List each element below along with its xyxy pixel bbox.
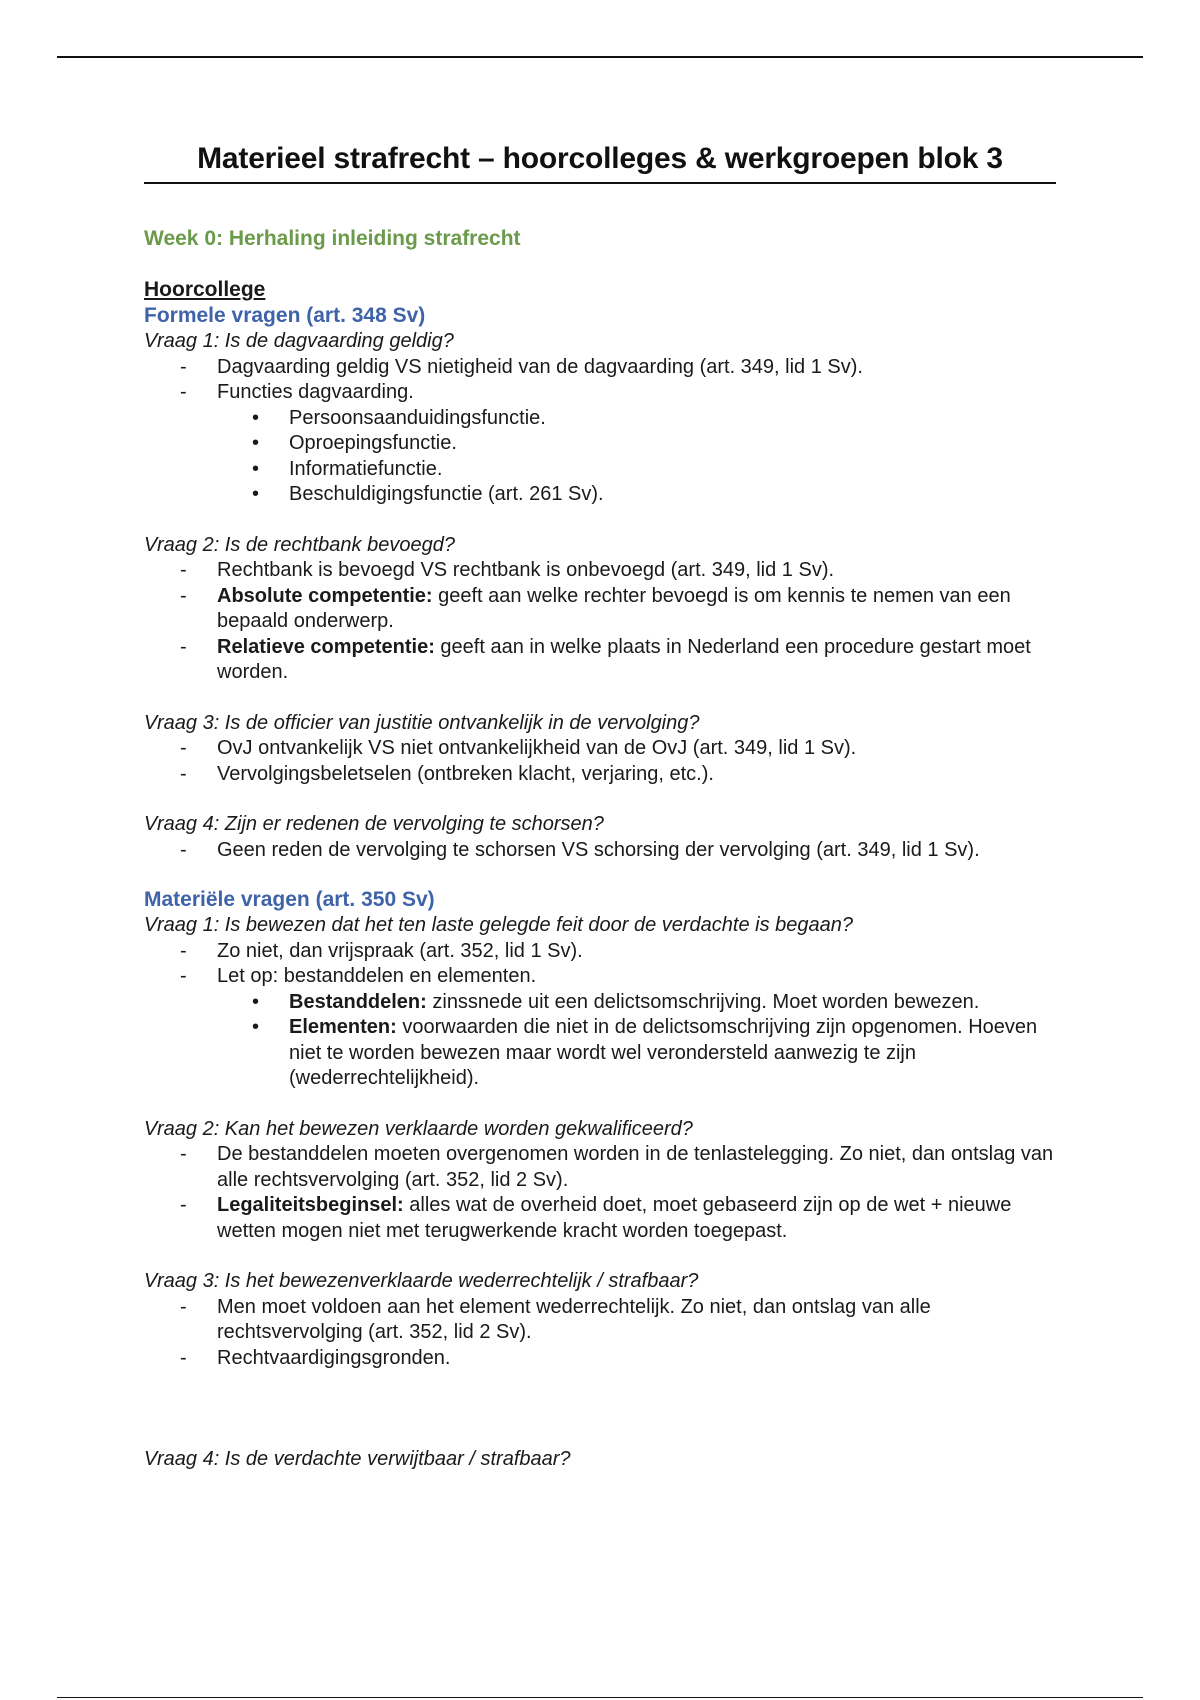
term-text: geeft aan welke rechter bevoegd is om kennis te nemen van een bepaald onderwerp. [217, 584, 1011, 632]
list-item: - Men moet voldoen aan het element wederrechtelijk. Zo niet, dan ontslag van alle rechtsvervolging (art. 352, lid 2 Sv). [217, 1295, 1056, 1346]
list-item [217, 1193, 1056, 1244]
list-item: - Vervolgingsbeletselen (ontbreken klacht, verjaring, etc.). [217, 762, 1056, 788]
page-top-rule [57, 56, 1143, 58]
term-label: Relatieve competentie: [217, 635, 435, 658]
material-q1-list [144, 939, 1056, 1092]
material-question-4: Vraag 4: Is de verdachte verwijtbaar / strafbaar? [144, 1448, 571, 1470]
list-item: - Geen reden de vervolging te schorsen VS schorsing der vervolging (art. 349, lid 1 Sv). [217, 838, 1056, 864]
term-text: geeft aan in welke plaats in Nederland een procedure gestart moet worden. [217, 635, 1031, 683]
summons-functions-list [217, 406, 1056, 508]
term-label: Elementen: [289, 1016, 397, 1038]
list-item: - Dagvaarding geldig VS nietigheid van de dagvaarding (art. 349, lid 1 Sv). [217, 355, 1056, 381]
material-q3-list [144, 1295, 1056, 1372]
formal-questions-heading: Formele vragen (art. 348 Sv) [144, 304, 426, 327]
term-text: alles wat de overheid doet, moet gebaseerd zijn op de wet + nieuwe wetten mogen niet met terugwerkende kracht worden toegepast. [217, 1194, 1012, 1242]
document-body [144, 140, 1056, 1473]
lecture-subheading: Hoorcollege [144, 278, 266, 301]
term-text: voorwaarden die niet in de delictsomschrijving zijn opgenomen. Hoeven niet te worden bewezen maar wordt wel verondersteld aanwezig te zijn (wederrechtelijkheid). [289, 1016, 1038, 1089]
list-item [217, 964, 1056, 1092]
page-bottom-rule [57, 1697, 1143, 1698]
list-item [217, 635, 1056, 686]
formal-q1-list [144, 355, 1056, 508]
list-item [289, 990, 1056, 1016]
formal-q4-list [144, 838, 1056, 864]
list-item [289, 1015, 1056, 1092]
list-item: - OvJ ontvankelijk VS niet ontvankelijkheid van de OvJ (art. 349, lid 1 Sv). [217, 736, 1056, 762]
formal-question-2: Vraag 2: Is de rechtbank bevoegd? [144, 533, 455, 556]
list-item [217, 584, 1056, 635]
material-question-2: Vraag 2: Kan het bewezen verklaarde worden gekwalificeerd? [144, 1117, 693, 1140]
list-item: - Zo niet, dan vrijspraak (art. 352, lid 1 Sv). [217, 939, 1056, 965]
list-item-text: Functies dagvaarding. [217, 381, 414, 403]
formal-question-4: Vraag 4: Zijn er redenen de vervolging te schorsen? [144, 813, 604, 835]
formal-q3-list [144, 736, 1056, 787]
components-elements-list [217, 990, 1056, 1092]
list-item: • Oproepingsfunctie. [289, 431, 1056, 457]
term-label: Legaliteitsbeginsel: [217, 1194, 404, 1216]
document-title: Materieel strafrecht – hoorcolleges & werkgroepen blok 3 [144, 140, 1056, 184]
list-item: • Persoonsaanduidingsfunctie. [289, 406, 1056, 432]
material-q2-list [144, 1142, 1056, 1244]
formal-question-1: Vraag 1: Is de dagvaarding geldig? [144, 330, 454, 352]
list-item: • Beschuldigingsfunctie (art. 261 Sv). [289, 482, 1056, 508]
material-question-3: Vraag 3: Is het bewezenverklaarde wederrechtelijk / strafbaar? [144, 1270, 699, 1292]
formal-question-3: Vraag 3: Is de officier van justitie ontvankelijk in de vervolging? [144, 711, 700, 734]
formal-q2-list [144, 558, 1056, 686]
material-question-1: Vraag 1: Is bewezen dat het ten laste gelegde feit door de verdachte is begaan? [144, 914, 854, 936]
list-item [217, 380, 1056, 508]
week-heading: Week 0: Herhaling inleiding strafrecht [144, 227, 521, 250]
term-label: Bestanddelen: [289, 990, 427, 1013]
list-item-text: Let op: bestanddelen en elementen. [217, 965, 537, 987]
list-item: - Rechtvaardigingsgronden. [217, 1346, 1056, 1372]
list-item: - De bestanddelen moeten overgenomen worden in de tenlastelegging. Zo niet, dan ontslag van alle rechtsvervolging (art. 352, lid 2 Sv). [217, 1142, 1056, 1193]
term-text: zinssnede uit een delictsomschrijving. Moet worden bewezen. [426, 990, 980, 1013]
material-questions-heading: Materiële vragen (art. 350 Sv) [144, 888, 435, 911]
list-item: • Informatiefunctie. [289, 457, 1056, 483]
list-item: - Rechtbank is bevoegd VS rechtbank is onbevoegd (art. 349, lid 1 Sv). [217, 558, 1056, 584]
term-label: Absolute competentie: [217, 584, 433, 607]
